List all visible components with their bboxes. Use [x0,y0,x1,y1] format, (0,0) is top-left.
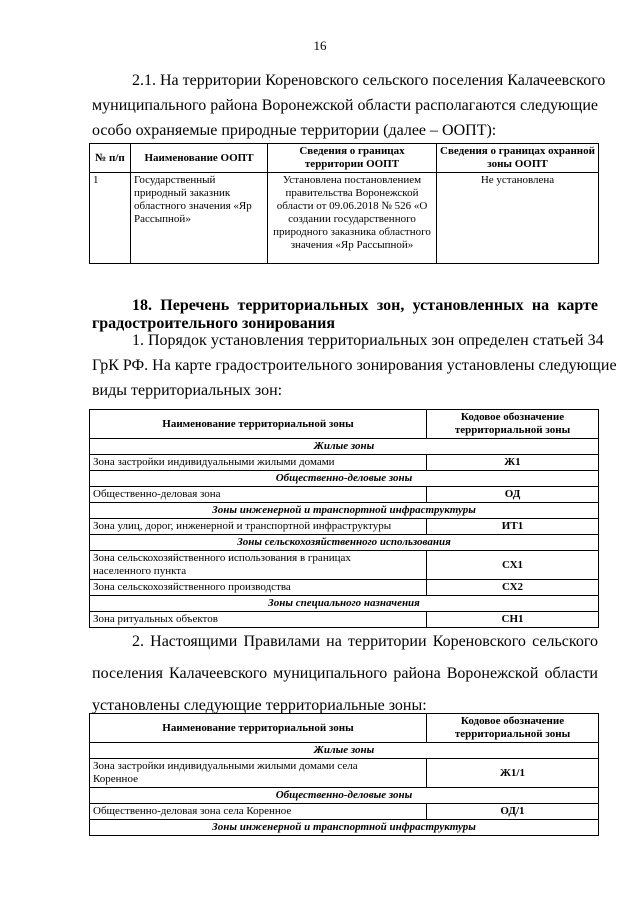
cell-num: 1 [90,173,131,264]
section-heading-line2: градостроительного зонирования [92,315,336,332]
table-row [90,455,599,471]
section-paragraph-1 [92,330,617,402]
group-title: Зоны инженерной и транспортной инфраструктуры [90,503,599,519]
para-line: 1. Порядок установления территориальных зон определен статьей 34 [132,332,604,349]
zone-name: Зона сельскохозяйственного использования в границах населенного пункта [90,551,427,580]
zone-name: Общественно-деловая зона [90,487,427,503]
header-zone-name: Наименование территориальной зоны [90,714,427,743]
zone-code: Ж1 [427,455,599,471]
section-paragraph-2 [92,631,598,717]
group-title: Общественно-деловые зоны [90,471,599,487]
zone-code: СХ2 [427,580,599,596]
header-oopt-buffer: Сведения о границах охранной зоны ООПТ [437,144,599,173]
para-line: ГрК РФ. На карте градостроительного зонирования установлены следующие [92,357,617,374]
zones-table [89,409,599,628]
zone-name: Зона улиц, дорог, инженерной и транспортной инфраструктуры [90,519,427,535]
para-line: поселения Калачеевского муниципального района Воронежской области [92,665,598,682]
header-num: № п/п [90,144,131,173]
intro-paragraph [92,70,606,142]
intro-line: особо охраняемые природные территории (далее – ООПТ): [92,122,497,139]
header-oopt-borders: Сведения о границах территории ООПТ [268,144,437,173]
zone-code: СН1 [427,612,599,628]
header-oopt-name: Наименование ООПТ [131,144,268,173]
table-row [90,759,599,788]
zone-name: Зона застройки индивидуальными жилыми домами [90,455,427,471]
intro-line: 2.1. На территории Кореновского сельского поселения Калачеевского [132,72,606,89]
zone-code: СХ1 [427,551,599,580]
zone-code: Ж1/1 [427,759,599,788]
zone-name: Зона ритуальных объектов [90,612,427,628]
table-row [90,487,599,503]
table-row [90,519,599,535]
intro-line: муниципального района Воронежской области располагаются следующие [92,97,598,114]
table-row [90,580,599,596]
section-heading-line1: 18. Перечень территориальных зон, установленных на карте [132,297,598,314]
para-line: установлены следующие территориальные зоны: [92,697,427,714]
table-row [90,804,599,820]
local-zones-table [89,713,599,836]
cell-oopt-buffer: Не установлена [437,173,599,264]
group-title: Жилые зоны [90,743,599,759]
zone-name: Общественно-деловая зона села Коренное [90,804,427,820]
zone-code: ИТ1 [427,519,599,535]
group-title: Жилые зоны [90,439,599,455]
cell-oopt-borders: Установлена постановлением правительства Воронежской области от 09.06.2018 № 526 «О создании государственного природного заказника областного значения «Яр Рассыпной» [268,173,437,264]
page-number: 16 [313,38,327,53]
zone-code: ОД [427,487,599,503]
group-title: Зоны сельскохозяйственного использования [90,535,599,551]
zone-name: Зона сельскохозяйственного производства [90,580,427,596]
table-row [90,551,599,580]
group-title: Общественно-деловые зоны [90,788,599,804]
zones-table-header [90,410,599,439]
oopt-table [89,143,599,264]
header-zone-code: Кодовое обозначение территориальной зоны [427,410,599,439]
group-title: Зоны специального назначения [90,596,599,612]
table-row [90,612,599,628]
header-zone-code: Кодовое обозначение территориальной зоны [427,714,599,743]
para-line: 2. Настоящими Правилами на территории Кореновского сельского [132,633,598,650]
table-row [90,173,599,264]
oopt-table-header [90,144,599,173]
cell-oopt-name: Государственный природный заказник областного значения «Яр Рассыпной» [131,173,268,264]
header-zone-name: Наименование территориальной зоны [90,410,427,439]
local-zones-table-header [90,714,599,743]
zone-code: ОД/1 [427,804,599,820]
zone-name: Зона застройки индивидуальными жилыми домами села Коренное [90,759,427,788]
para-line: виды территориальных зон: [92,382,283,399]
group-title: Зоны инженерной и транспортной инфраструктуры [90,820,599,836]
